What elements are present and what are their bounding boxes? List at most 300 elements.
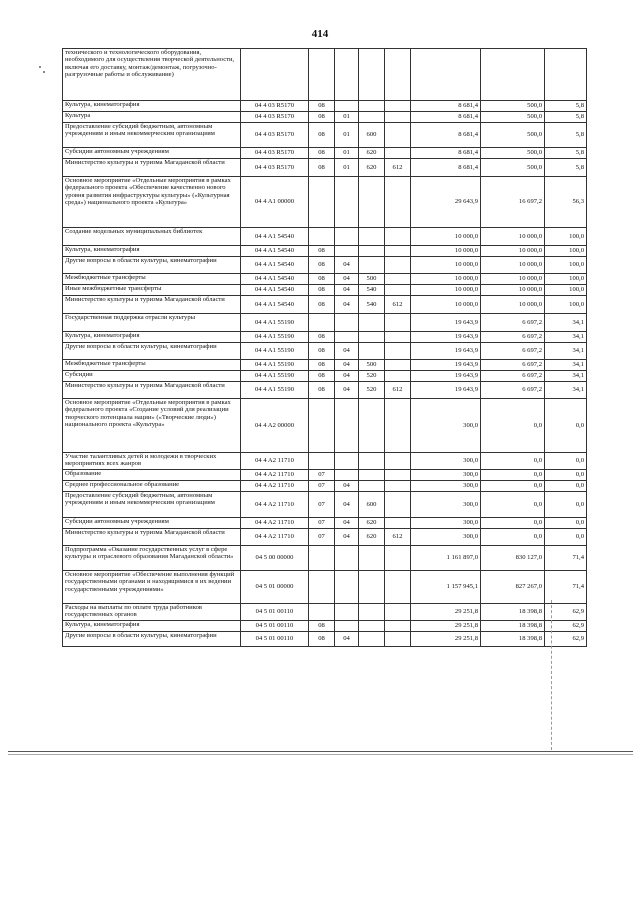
cell-pct: 5,8	[545, 159, 587, 177]
cell-fact: 500,0	[481, 112, 545, 123]
cell-grbs	[385, 332, 411, 343]
cell-pct: 0,0	[545, 529, 587, 546]
cell-pr: 04	[335, 257, 359, 274]
cell-name: Культура, кинематография	[63, 246, 241, 257]
cell-csr: 04 4 03 R5170	[241, 101, 309, 112]
cell-pct: 34,1	[545, 343, 587, 360]
cell-plan: 10 000,0	[411, 246, 481, 257]
cell-grbs	[385, 399, 411, 453]
cell-rz: 08	[309, 296, 335, 314]
cell-vr: 620	[359, 159, 385, 177]
cell-csr: 04 4 A1 54540	[241, 246, 309, 257]
cell-name: Субсидии	[63, 371, 241, 382]
table-row	[63, 571, 587, 604]
cell-fact: 500,0	[481, 159, 545, 177]
cell-vr	[359, 228, 385, 246]
cell-pr	[335, 604, 359, 621]
cell-name: Другие вопросы в области культуры, кинематографии	[63, 343, 241, 360]
cell-name: Субсидии автономным учреждениям	[63, 148, 241, 159]
cell-rz	[309, 546, 335, 571]
cell-pr	[335, 49, 359, 101]
budget-table	[62, 48, 587, 647]
cell-pr	[335, 453, 359, 470]
cell-csr: 04 4 A1 55190	[241, 314, 309, 332]
cell-grbs	[385, 453, 411, 470]
cell-csr: 04 4 A1 55190	[241, 382, 309, 399]
cell-pct: 56,3	[545, 177, 587, 228]
cell-fact: 830 127,0	[481, 546, 545, 571]
cell-pct: 5,8	[545, 112, 587, 123]
cell-csr: 04 4 A1 55190	[241, 371, 309, 382]
cell-vr	[359, 112, 385, 123]
cell-grbs: 612	[385, 382, 411, 399]
cell-plan: 1 161 897,0	[411, 546, 481, 571]
cell-name: Культура, кинематография	[63, 332, 241, 343]
cell-grbs	[385, 148, 411, 159]
table-row	[63, 632, 587, 647]
cell-pr	[335, 101, 359, 112]
cell-name: Основное мероприятие «Отдельные мероприятия в рамках федерального проекта «Обеспечение качественно нового уровня развития инфраструктуры культуры» («Культурная среда») национального проекта «Культура»	[63, 177, 241, 228]
cell-csr: 04 4 A1 54540	[241, 274, 309, 285]
cell-plan: 10 000,0	[411, 285, 481, 296]
cell-pr	[335, 399, 359, 453]
cell-pr: 04	[335, 492, 359, 518]
cell-vr: 600	[359, 123, 385, 148]
cell-csr: 04 4 03 R5170	[241, 159, 309, 177]
cell-rz: 07	[309, 529, 335, 546]
cell-plan: 19 643,9	[411, 371, 481, 382]
cell-fact: 6 697,2	[481, 314, 545, 332]
cell-name: Участие талантливых детей и молодежи в творческих мероприятиях всех жанров	[63, 453, 241, 470]
page-bottom-rule	[8, 751, 633, 752]
cell-plan: 8 681,4	[411, 123, 481, 148]
cell-rz	[309, 571, 335, 604]
cell-rz	[309, 604, 335, 621]
cell-csr: 04 4 03 R5170	[241, 123, 309, 148]
table-row	[63, 274, 587, 285]
cell-vr	[359, 571, 385, 604]
cell-name: Основное мероприятие «Отдельные мероприятия в рамках федерального проекта «Создание условий для реализации творческого потенциала нации» («Творческие люди») национального проекта «Культура»	[63, 399, 241, 453]
table-row	[63, 621, 587, 632]
cell-name: Министерство культуры и туризма Магаданской области	[63, 159, 241, 177]
cell-plan: 10 000,0	[411, 257, 481, 274]
cell-grbs: 612	[385, 159, 411, 177]
cell-rz	[309, 399, 335, 453]
cell-csr: 04 4 03 R5170	[241, 112, 309, 123]
cell-grbs	[385, 481, 411, 492]
cell-pr: 04	[335, 481, 359, 492]
table-row	[63, 296, 587, 314]
cell-plan: 29 251,8	[411, 621, 481, 632]
cell-grbs	[385, 518, 411, 529]
cell-csr: 04 4 A1 54540	[241, 257, 309, 274]
cell-vr	[359, 399, 385, 453]
cell-csr: 04 4 A2 11710	[241, 481, 309, 492]
cell-fact: 6 697,2	[481, 332, 545, 343]
table-body	[63, 49, 587, 647]
cell-pct: 0,0	[545, 399, 587, 453]
cell-rz	[309, 314, 335, 332]
cell-plan: 19 643,9	[411, 382, 481, 399]
cell-plan: 29 643,9	[411, 177, 481, 228]
cell-csr: 04 5 01 00110	[241, 632, 309, 647]
cell-grbs	[385, 571, 411, 604]
cell-fact: 18 398,8	[481, 632, 545, 647]
cell-pct: 71,4	[545, 546, 587, 571]
cell-grbs	[385, 285, 411, 296]
table-row	[63, 529, 587, 546]
cell-pr: 01	[335, 112, 359, 123]
cell-fact: 18 398,8	[481, 621, 545, 632]
cell-fact: 10 000,0	[481, 228, 545, 246]
cell-pct: 34,1	[545, 371, 587, 382]
cell-csr: 04 5 00 00000	[241, 546, 309, 571]
cell-csr: 04 4 A1 00000	[241, 177, 309, 228]
table-row	[63, 332, 587, 343]
cell-name: Культура, кинематография	[63, 101, 241, 112]
cell-plan: 29 251,8	[411, 632, 481, 647]
cell-vr: 520	[359, 371, 385, 382]
cell-vr: 500	[359, 274, 385, 285]
cell-grbs	[385, 274, 411, 285]
table-row	[63, 257, 587, 274]
cell-name: Предоставление субсидий бюджетным, автономным учреждениям и иным некоммерческим организациям	[63, 123, 241, 148]
cell-pr	[335, 546, 359, 571]
cell-vr: 620	[359, 518, 385, 529]
cell-grbs	[385, 371, 411, 382]
cell-pct: 34,1	[545, 382, 587, 399]
cell-pr: 04	[335, 632, 359, 647]
cell-pr: 04	[335, 360, 359, 371]
cell-pct: 5,8	[545, 148, 587, 159]
cell-grbs	[385, 546, 411, 571]
cell-grbs	[385, 101, 411, 112]
table-row	[63, 285, 587, 296]
page-number: 414	[311, 28, 329, 40]
cell-csr: 04 4 A1 54540	[241, 296, 309, 314]
scan-speck	[39, 66, 41, 68]
cell-csr: 04 5 01 00110	[241, 621, 309, 632]
cell-fact: 10 000,0	[481, 257, 545, 274]
cell-vr	[359, 246, 385, 257]
cell-grbs	[385, 470, 411, 481]
table-row	[63, 101, 587, 112]
cell-fact: 18 398,8	[481, 604, 545, 621]
cell-fact: 6 697,2	[481, 382, 545, 399]
cell-fact: 0,0	[481, 518, 545, 529]
cell-plan: 8 681,4	[411, 148, 481, 159]
cell-name: Основное мероприятие «Обеспечение выполнения функций государственными органами и находящимися в их ведении государственными учреждениями»	[63, 571, 241, 604]
cell-pr: 01	[335, 123, 359, 148]
cell-pr: 04	[335, 518, 359, 529]
cell-plan: 19 643,9	[411, 314, 481, 332]
cell-fact: 0,0	[481, 453, 545, 470]
cell-pr: 04	[335, 274, 359, 285]
cell-name: Субсидии автономным учреждениям	[63, 518, 241, 529]
cell-pct: 62,9	[545, 621, 587, 632]
cell-csr: 04 4 A1 55190	[241, 332, 309, 343]
table-row	[63, 314, 587, 332]
cell-plan: 8 681,4	[411, 101, 481, 112]
cell-pr	[335, 177, 359, 228]
cell-vr: 620	[359, 148, 385, 159]
cell-name: Среднее профессиональное образование	[63, 481, 241, 492]
cell-pr: 01	[335, 148, 359, 159]
cell-vr	[359, 481, 385, 492]
table-row	[63, 177, 587, 228]
cell-plan: 300,0	[411, 492, 481, 518]
cell-plan: 8 681,4	[411, 159, 481, 177]
cell-rz: 08	[309, 343, 335, 360]
cell-grbs	[385, 257, 411, 274]
cell-csr	[241, 49, 309, 101]
table-row	[63, 492, 587, 518]
cell-rz: 08	[309, 159, 335, 177]
cell-csr: 04 4 A2 11710	[241, 529, 309, 546]
cell-rz	[309, 228, 335, 246]
cell-rz: 07	[309, 492, 335, 518]
cell-name: Подпрограмма «Оказание государственных услуг в сфере культуры и отраслевого образования Магаданской области»	[63, 546, 241, 571]
cell-grbs	[385, 343, 411, 360]
cell-csr: 04 4 A2 00000	[241, 399, 309, 453]
cell-rz: 08	[309, 101, 335, 112]
cell-pr: 04	[335, 371, 359, 382]
cell-csr: 04 4 A1 55190	[241, 343, 309, 360]
cell-rz: 08	[309, 371, 335, 382]
cell-rz: 08	[309, 285, 335, 296]
cell-pr: 04	[335, 529, 359, 546]
cell-grbs	[385, 360, 411, 371]
cell-plan: 300,0	[411, 518, 481, 529]
cell-rz: 08	[309, 246, 335, 257]
cell-fact: 16 697,2	[481, 177, 545, 228]
cell-fact: 827 267,0	[481, 571, 545, 604]
cell-plan: 300,0	[411, 399, 481, 453]
scan-margin-mark	[551, 600, 552, 750]
cell-name: Создание модельных муниципальных библиотек	[63, 228, 241, 246]
cell-fact: 0,0	[481, 399, 545, 453]
cell-fact: 10 000,0	[481, 246, 545, 257]
cell-csr: 04 4 A2 11710	[241, 518, 309, 529]
cell-name: Культура	[63, 112, 241, 123]
cell-name: Образование	[63, 470, 241, 481]
cell-name: Межбюджетные трансферты	[63, 360, 241, 371]
cell-plan: 19 643,9	[411, 332, 481, 343]
cell-rz	[309, 177, 335, 228]
cell-pr	[335, 246, 359, 257]
cell-pct: 34,1	[545, 314, 587, 332]
cell-grbs: 612	[385, 529, 411, 546]
cell-name: Расходы на выплаты по оплате труда работников государственных органов	[63, 604, 241, 621]
cell-grbs	[385, 621, 411, 632]
cell-pr: 01	[335, 159, 359, 177]
cell-pct: 62,9	[545, 632, 587, 647]
cell-plan	[411, 49, 481, 101]
cell-vr	[359, 546, 385, 571]
table-row	[63, 382, 587, 399]
cell-fact: 6 697,2	[481, 371, 545, 382]
scan-speck	[43, 71, 45, 73]
cell-pct	[545, 49, 587, 101]
cell-pct: 0,0	[545, 492, 587, 518]
cell-pct: 100,0	[545, 228, 587, 246]
cell-pct: 100,0	[545, 246, 587, 257]
cell-name: Министерство культуры и туризма Магаданской области	[63, 529, 241, 546]
table-row	[63, 49, 587, 101]
cell-name: Другие вопросы в области культуры, кинематографии	[63, 257, 241, 274]
page-bottom-rule-shadow	[8, 754, 633, 755]
cell-vr: 540	[359, 285, 385, 296]
cell-pct: 5,8	[545, 123, 587, 148]
cell-plan: 300,0	[411, 481, 481, 492]
cell-name: Министерство культуры и туризма Магаданской области	[63, 296, 241, 314]
cell-rz: 08	[309, 112, 335, 123]
table-row	[63, 360, 587, 371]
cell-rz: 08	[309, 148, 335, 159]
cell-plan: 19 643,9	[411, 360, 481, 371]
table-row	[63, 470, 587, 481]
cell-vr	[359, 332, 385, 343]
cell-pct: 100,0	[545, 296, 587, 314]
cell-rz	[309, 49, 335, 101]
cell-plan: 29 251,8	[411, 604, 481, 621]
cell-name: Культура, кинематография	[63, 621, 241, 632]
cell-vr	[359, 257, 385, 274]
cell-pr	[335, 621, 359, 632]
cell-rz: 08	[309, 382, 335, 399]
cell-csr: 04 4 A2 11710	[241, 453, 309, 470]
cell-plan: 10 000,0	[411, 274, 481, 285]
cell-rz: 08	[309, 632, 335, 647]
cell-rz: 08	[309, 360, 335, 371]
cell-pct: 0,0	[545, 470, 587, 481]
cell-fact: 10 000,0	[481, 274, 545, 285]
cell-pct: 34,1	[545, 332, 587, 343]
table-row	[63, 481, 587, 492]
cell-csr: 04 4 03 R5170	[241, 148, 309, 159]
cell-vr	[359, 101, 385, 112]
cell-plan: 8 681,4	[411, 112, 481, 123]
cell-csr: 04 4 A1 54540	[241, 285, 309, 296]
table-row	[63, 399, 587, 453]
table-row	[63, 159, 587, 177]
cell-fact: 6 697,2	[481, 343, 545, 360]
cell-grbs	[385, 123, 411, 148]
cell-pct: 0,0	[545, 481, 587, 492]
cell-pr	[335, 470, 359, 481]
cell-vr	[359, 177, 385, 228]
cell-plan: 300,0	[411, 470, 481, 481]
cell-vr: 500	[359, 360, 385, 371]
cell-vr: 540	[359, 296, 385, 314]
cell-fact: 0,0	[481, 481, 545, 492]
cell-rz: 08	[309, 123, 335, 148]
table-row	[63, 123, 587, 148]
cell-csr: 04 4 A2 11710	[241, 470, 309, 481]
cell-fact: 10 000,0	[481, 296, 545, 314]
cell-rz: 07	[309, 481, 335, 492]
cell-grbs	[385, 49, 411, 101]
cell-rz: 08	[309, 257, 335, 274]
cell-csr: 04 4 A1 55190	[241, 360, 309, 371]
cell-name: Иные межбюджетные трансферты	[63, 285, 241, 296]
cell-rz: 07	[309, 518, 335, 529]
cell-plan: 10 000,0	[411, 296, 481, 314]
cell-name: Предоставление субсидий бюджетным, автономным учреждениям и иным некоммерческим организациям	[63, 492, 241, 518]
cell-name: Государственная поддержка отрасли культуры	[63, 314, 241, 332]
cell-vr: 600	[359, 492, 385, 518]
table-row	[63, 518, 587, 529]
cell-plan: 19 643,9	[411, 343, 481, 360]
cell-pr: 04	[335, 285, 359, 296]
cell-fact	[481, 49, 545, 101]
table-row	[63, 112, 587, 123]
cell-pct: 100,0	[545, 257, 587, 274]
cell-fact: 500,0	[481, 101, 545, 112]
cell-pr: 04	[335, 343, 359, 360]
cell-vr	[359, 49, 385, 101]
cell-vr: 520	[359, 382, 385, 399]
cell-grbs: 612	[385, 296, 411, 314]
cell-pr	[335, 571, 359, 604]
cell-fact: 0,0	[481, 492, 545, 518]
cell-rz: 07	[309, 470, 335, 481]
cell-vr	[359, 314, 385, 332]
cell-grbs	[385, 246, 411, 257]
cell-grbs	[385, 112, 411, 123]
cell-pct: 100,0	[545, 274, 587, 285]
cell-vr	[359, 621, 385, 632]
cell-pct: 100,0	[545, 285, 587, 296]
cell-name: технического и технологического оборудования, необходимого для осуществления творческой деятельности, включая его доставку, монтаж/демонтаж, погрузочно-разгрузочные работы и обслуживание)	[63, 49, 241, 101]
cell-name: Межбюджетные трансферты	[63, 274, 241, 285]
table-row	[63, 453, 587, 470]
cell-grbs	[385, 228, 411, 246]
cell-plan: 300,0	[411, 453, 481, 470]
cell-plan: 300,0	[411, 529, 481, 546]
cell-plan: 1 157 945,1	[411, 571, 481, 604]
table-row	[63, 228, 587, 246]
cell-grbs	[385, 177, 411, 228]
cell-grbs	[385, 604, 411, 621]
cell-csr: 04 5 01 00000	[241, 571, 309, 604]
cell-fact: 0,0	[481, 529, 545, 546]
cell-vr	[359, 470, 385, 481]
cell-plan: 10 000,0	[411, 228, 481, 246]
table-row	[63, 246, 587, 257]
cell-pr	[335, 228, 359, 246]
cell-pct: 34,1	[545, 360, 587, 371]
cell-csr: 04 5 01 00110	[241, 604, 309, 621]
cell-rz: 08	[309, 332, 335, 343]
table-row	[63, 546, 587, 571]
cell-pr: 04	[335, 382, 359, 399]
cell-pr	[335, 332, 359, 343]
cell-vr: 620	[359, 529, 385, 546]
cell-fact: 10 000,0	[481, 285, 545, 296]
cell-pct: 0,0	[545, 518, 587, 529]
cell-rz: 08	[309, 274, 335, 285]
cell-pct: 71,4	[545, 571, 587, 604]
cell-pct: 0,0	[545, 453, 587, 470]
cell-pct: 5,8	[545, 101, 587, 112]
cell-pr: 04	[335, 296, 359, 314]
table-row	[63, 343, 587, 360]
cell-fact: 0,0	[481, 470, 545, 481]
cell-fact: 6 697,2	[481, 360, 545, 371]
table-row	[63, 148, 587, 159]
cell-pr	[335, 314, 359, 332]
